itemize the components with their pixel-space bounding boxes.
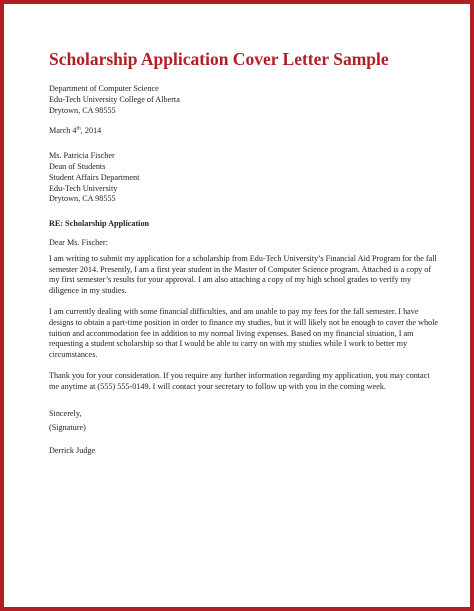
letter-page [49,48,439,467]
sender-line: Edu-Tech University College of Alberta [49,94,180,104]
recipient-line: Student Affairs Department [49,172,140,182]
letter-date [49,126,439,137]
closing: Sincerely, [49,408,82,418]
recipient-line: Edu-Tech University [49,183,118,193]
recipient-line: Drytown, CA 98555 [49,194,116,204]
recipient-line: Dean of Students [49,161,106,171]
body-paragraph: Thank you for your consideration. If you require any further information regarding my application, you may contact me anytime at (555) 555-0149. I will contact your secretary to follow up with you in the coming week. [49,370,430,391]
recipient-line: Ms. Patricia Fischer [49,151,115,161]
sender-line: Department of Computer Science [49,84,159,93]
body-paragraph: I am writing to submit my application for a scholarship from Edu-Tech University’s Financial Aid Program for the fall semester 2014. Presently, I am a first year student in the Master of Computer Science program. Attached is a copy of my first semester’s results for your approval. I am also attaching a copy of my high school grades to verify my diligence in my studies. [49,253,437,296]
sender-line: Drytown, CA 98555 [49,105,116,115]
signer-name: Derrick Judge [49,446,96,456]
body-paragraph: I am currently dealing with some financial difficulties, and am unable to pay my fees for the fall semester. I have designs to obtain a part-time position in order to finance my studies, but it will likely not be enough to cover the whole tuition and accommodation fee in addition to my normal living expenses. Based on my financial situation, I am requesting a student scholarship so that I would be able to carry on with my studies while I work to better my circumstances. [49,306,439,360]
sender-address [49,84,439,116]
date-month-day: March 4 [49,126,77,136]
recipient-address [49,151,439,205]
date-year: , 2014 [80,126,102,136]
salutation: Dear Ms. Fischer: [49,237,108,247]
page-title: Scholarship Application Cover Letter Sample [49,49,389,69]
signature-placeholder: (Signature) [49,423,86,433]
subject-line: RE: Scholarship Application [49,219,150,229]
date-suffix: th [76,125,81,132]
